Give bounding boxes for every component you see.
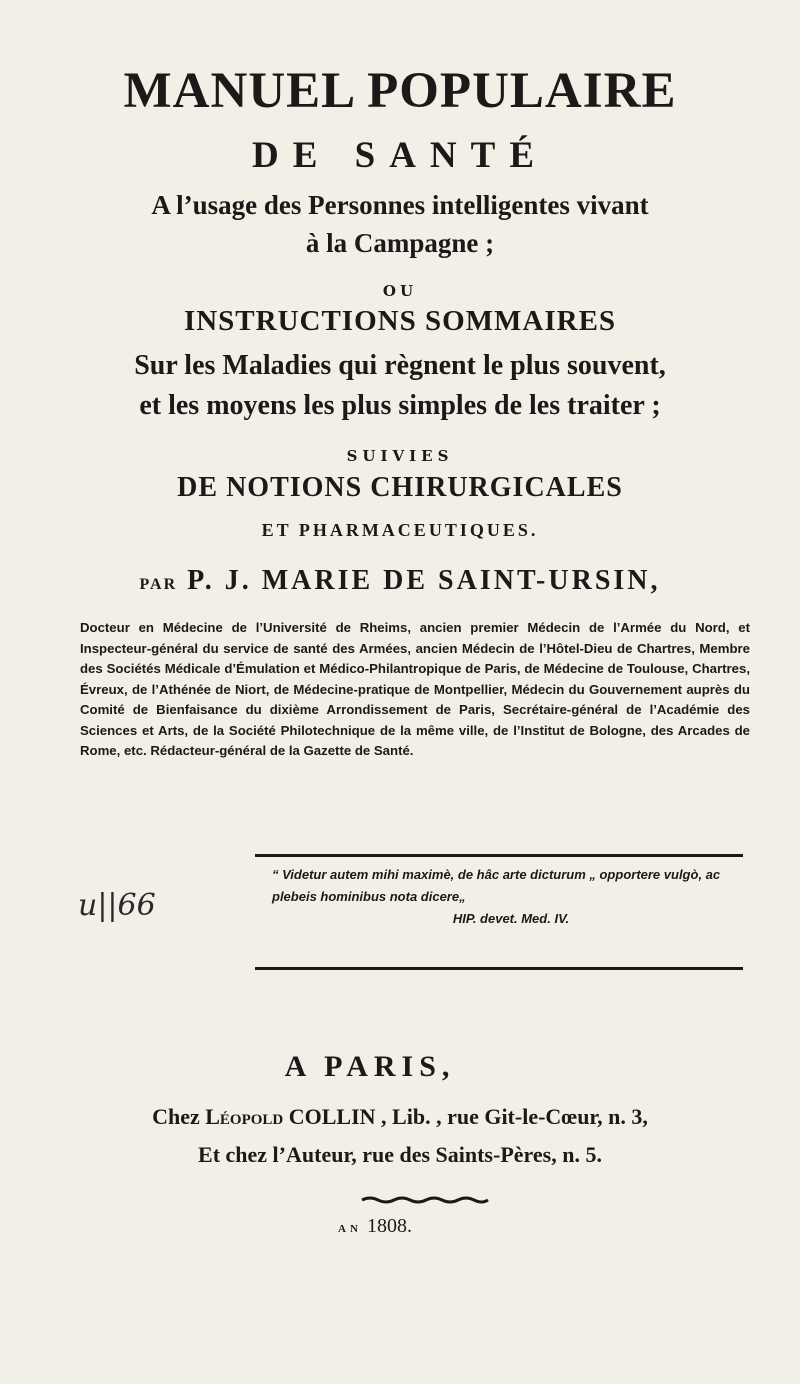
imprint-publisher: Léopold COLLIN <box>205 1104 376 1129</box>
subtitle-line-2: à la Campagne ; <box>305 228 495 258</box>
author-name: P. J. MARIE DE SAINT-URSIN, <box>187 565 661 596</box>
quote-rule-top <box>255 854 743 857</box>
pharma-heading: ET PHARMACEUTIQUES. <box>261 520 539 540</box>
title-line-1: MANUEL POPULAIRE <box>123 63 677 119</box>
imprint-year <box>0 1215 775 1238</box>
imprint-line-1 <box>0 1104 800 1130</box>
author-biography: Docteur en Médecine de l’Université de Rheims, ancien premier Médecin de l’Armée du Nord, et Inspecteur-général du service de santé des Armées, ancien Médecin de l’Hôtel-Dieu de Chartres, Membre des Sociétés Médicale d’Émulation et Médico-Philantropique de Paris, de Médecine de Toulouse, Chartres, Évreux, de l’Athénée de Niort, de Médecine-pratique de Montpellier, Médecin du Gouvernement auprès du Comité de Bienfaisance du dixième Arrondissement de Paris, Secrétaire-général de l’Académie des Sciences et Arts, de la Société Philotechnique de la même ville, de l’Institut de Bologne, des Arcades de Rome, etc. Rédacteur-général de la Gazette de Santé. <box>80 620 750 758</box>
epigraph-text: “ Videtur autem mihi maximè, de hâc arte dicturum „ opportere vulgò, ac plebeis hominibus nota dicere„ <box>272 867 721 904</box>
imprint-city: A PARIS, <box>284 1050 456 1083</box>
quote-rule-bottom <box>255 967 743 970</box>
imprint-year-value: 1808. <box>366 1215 412 1237</box>
imprint-an: AN <box>338 1223 362 1235</box>
title-line-2: DE SANTÉ <box>251 135 549 176</box>
ou-conjunction: OU <box>382 282 418 300</box>
author-line <box>0 565 800 597</box>
epigraph-attribution: HIP. devet. Med. IV. <box>452 911 570 926</box>
sur-line-1: Sur les Maladies qui règnent le plus souvent, <box>134 350 666 381</box>
author-par: PAR <box>139 576 178 593</box>
instructions-heading: INSTRUCTIONS SOMMAIRES <box>183 305 617 337</box>
ornament-rule <box>360 1196 490 1204</box>
imprint-line-1-rest: , Lib. , rue Git-le-Cœur, n. 3, <box>375 1104 648 1129</box>
sur-line-2: et les moyens les plus simples de les traiter ; <box>139 390 661 421</box>
notions-heading: DE NOTIONS CHIRURGICALES <box>177 472 623 503</box>
imprint-line-2: Et chez l’Auteur, rue des Saints-Pères, n. 5. <box>198 1142 602 1167</box>
handwritten-mark: u||66 <box>78 888 156 923</box>
suivies-label: SUIVIES <box>346 447 454 465</box>
subtitle-line-1: A l’usage des Personnes intelligentes vivant <box>151 190 649 220</box>
epigraph <box>272 864 750 930</box>
imprint-line-1-prefix: Chez <box>152 1104 206 1129</box>
